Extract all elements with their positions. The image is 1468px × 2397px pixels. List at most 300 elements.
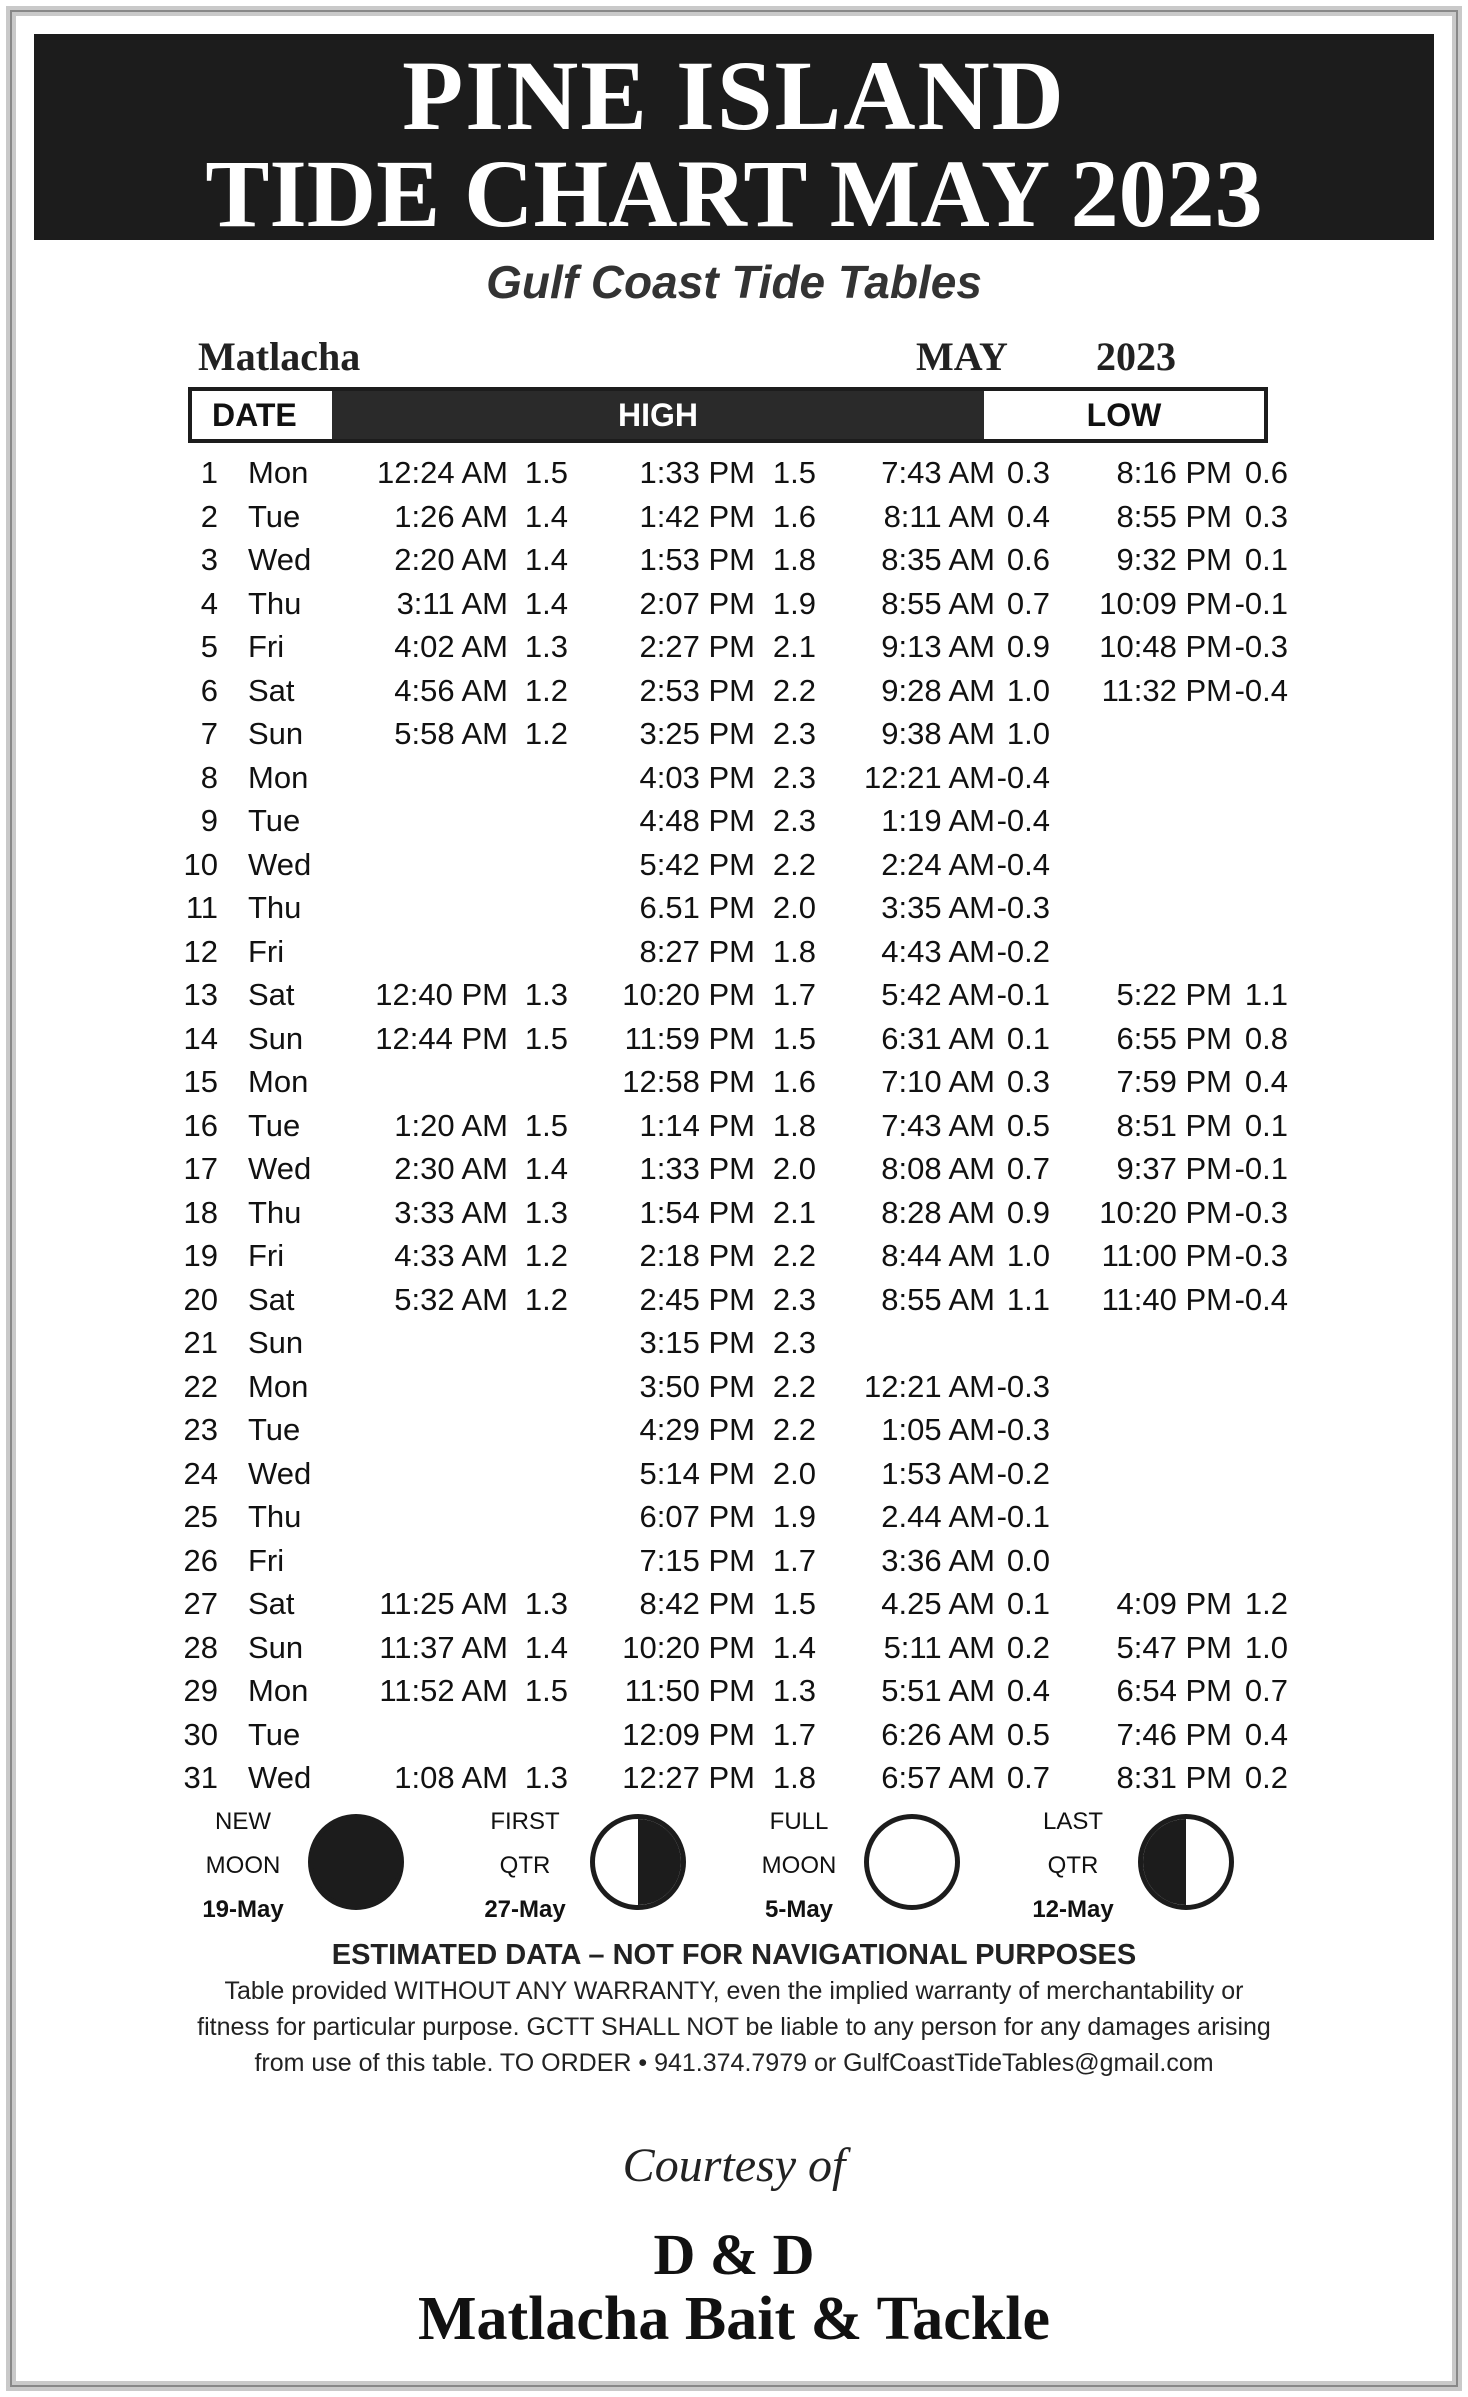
low-tide-1-time: 8:55 AM: [881, 1281, 995, 1317]
high-tide-2-height: 1.7: [772, 1716, 816, 1752]
day-number: 25: [183, 1499, 218, 1534]
table-row: [183, 1104, 1288, 1148]
high-tide-2-time: 2:18 PM: [639, 1238, 755, 1273]
day-of-week: Sun: [248, 716, 304, 751]
moon-label-line-1: FULL: [769, 1808, 829, 1835]
low-tide-1-height: 0.7: [1006, 1151, 1050, 1186]
high-tide-2-time: 6:07 PM: [639, 1499, 755, 1534]
high-tide-2-time: 2:53 PM: [639, 672, 755, 708]
table-row: [183, 1234, 1288, 1278]
day-number: 16: [183, 1107, 218, 1143]
day-of-week: Tue: [248, 498, 301, 534]
low-tide-2-time: 10:48 PM: [1099, 629, 1232, 664]
low-tide-2-time: 7:59 PM: [1116, 1064, 1232, 1099]
high-tide-2-height: 2.0: [772, 1455, 816, 1491]
high-tide-1-time: 4:33 AM: [394, 1238, 508, 1273]
low-tide-2-time: 4:09 PM: [1116, 1586, 1232, 1621]
moon-phase-label: [470, 1800, 580, 1932]
high-tide-2-height: 1.9: [772, 585, 816, 621]
moon-phase-date: 5-May: [764, 1896, 834, 1923]
high-tide-1-height: 1.3: [524, 1194, 568, 1230]
low-tide-2-time: 6:55 PM: [1116, 1020, 1232, 1056]
day-number: 17: [183, 1151, 218, 1186]
low-tide-1-height: 0.4: [1006, 498, 1050, 534]
day-of-week: Sat: [248, 1281, 295, 1317]
high-tide-2-time: 12:27 PM: [622, 1760, 755, 1795]
high-tide-2-time: 10:20 PM: [622, 1629, 755, 1665]
subtitle: Gulf Coast Tide Tables: [486, 256, 982, 308]
high-tide-1-height: 1.5: [524, 1107, 568, 1143]
low-tide-1-time: 8:55 AM: [881, 585, 995, 621]
high-tide-2-time: 1:53 PM: [639, 542, 755, 577]
low-tide-1-time: 1:19 AM: [881, 803, 995, 838]
table-row: [183, 843, 1278, 887]
high-tide-2-time: 6.51 PM: [639, 890, 755, 925]
low-tide-1-height: 0.9: [1006, 1194, 1050, 1230]
moon-new-icon: [308, 1814, 404, 1910]
day-of-week: Fri: [248, 933, 285, 969]
high-tide-1-height: 1.2: [524, 716, 568, 751]
high-tide-2-time: 2:27 PM: [639, 629, 755, 664]
low-tide-2-time: 10:20 PM: [1099, 1194, 1232, 1230]
day-number: 9: [200, 803, 218, 838]
low-tide-2-height: 0.1: [1244, 542, 1288, 577]
low-tide-1-height: -0.3: [996, 890, 1050, 925]
day-number: 19: [183, 1238, 218, 1273]
low-tide-1-time: 6:26 AM: [881, 1716, 995, 1752]
high-tide-1-time: 4:56 AM: [394, 672, 508, 708]
moon-first-icon: [590, 1814, 686, 1910]
moon-phases: [188, 1800, 1278, 1930]
low-tide-1-height: -0.4: [996, 846, 1050, 882]
table-header: [188, 387, 1268, 443]
day-of-week: Sun: [248, 1325, 304, 1360]
high-tide-2-height: 1.8: [772, 1107, 816, 1143]
low-tide-2-height: -0.4: [1234, 672, 1288, 708]
moon-label-line-2: MOON: [205, 1852, 281, 1879]
high-tide-2-height: 2.2: [772, 1238, 816, 1273]
tide-table: [183, 451, 1288, 1800]
low-tide-1-height: -0.1: [996, 977, 1050, 1012]
high-tide-1-height: 1.5: [524, 455, 568, 490]
day-of-week: Mon: [248, 1064, 309, 1099]
high-tide-2-time: 4:03 PM: [639, 759, 755, 795]
low-tide-1-time: 6:57 AM: [881, 1760, 995, 1795]
high-tide-2-height: 1.8: [772, 933, 816, 969]
high-tide-1-time: 2:20 AM: [394, 542, 508, 577]
high-tide-2-time: 3:50 PM: [639, 1368, 755, 1404]
low-tide-1-time: 4:43 AM: [881, 933, 995, 969]
high-tide-1-height: 1.4: [524, 1151, 568, 1186]
day-of-week: Mon: [248, 1368, 309, 1404]
low-tide-2-height: -0.4: [1234, 1281, 1288, 1317]
high-tide-2-height: 2.0: [772, 1151, 816, 1186]
low-tide-1-time: 5:42 AM: [881, 977, 995, 1012]
low-tide-1-time: 8:44 AM: [881, 1238, 995, 1273]
table-row: [183, 930, 1278, 974]
high-tide-2-height: 1.5: [772, 1586, 816, 1621]
low-tide-1-height: 0.1: [1006, 1586, 1050, 1621]
high-tide-1-time: 1:08 AM: [394, 1760, 508, 1795]
low-tide-1-time: 8:28 AM: [881, 1194, 995, 1230]
high-tide-1-time: 3:33 AM: [394, 1194, 508, 1230]
high-tide-2-height: 1.7: [772, 1542, 816, 1578]
high-tide-1-time: 2:30 AM: [394, 1151, 508, 1186]
table-row: [183, 1452, 1278, 1496]
low-tide-1-height: 0.7: [1006, 585, 1050, 621]
low-tide-1-time: 2.44 AM: [881, 1499, 995, 1534]
day-of-week: Wed: [248, 1455, 312, 1491]
low-tide-1-height: 1.0: [1006, 672, 1050, 708]
table-row: [188, 712, 1278, 756]
low-tide-1-height: 0.1: [1006, 1020, 1050, 1056]
high-tide-2-height: 2.3: [772, 759, 816, 795]
low-tide-1-time: 6:31 AM: [881, 1020, 995, 1056]
day-number: 18: [183, 1194, 218, 1230]
high-tide-2-height: 1.6: [772, 1064, 816, 1099]
high-tide-2-height: 1.6: [772, 498, 816, 534]
high-tide-2-height: 1.7: [772, 977, 816, 1012]
high-tide-2-time: 10:20 PM: [622, 977, 755, 1012]
day-of-week: Tue: [248, 1107, 301, 1143]
day-number: 31: [183, 1760, 218, 1795]
high-tide-2-time: 1:14 PM: [639, 1107, 755, 1143]
day-of-week: Thu: [248, 585, 302, 621]
high-tide-2-time: 1:33 PM: [639, 455, 755, 490]
low-tide-1-height: -0.3: [996, 1412, 1050, 1447]
high-column-header: HIGH: [332, 391, 984, 439]
disclaimer-line: fitness for particular purpose. GCTT SHALL NOT be liable to any person for any damages arising: [197, 2013, 1271, 2041]
low-tide-1-height: 0.3: [1006, 455, 1050, 490]
high-tide-2-time: 1:33 PM: [639, 1151, 755, 1186]
table-row: [183, 1669, 1288, 1713]
day-of-week: Fri: [248, 1542, 285, 1578]
day-number: 28: [183, 1629, 218, 1665]
low-tide-1-time: 4.25 AM: [881, 1586, 995, 1621]
high-tide-1-time: 1:20 AM: [394, 1107, 508, 1143]
low-tide-1-time: 3:35 AM: [881, 890, 995, 925]
table-row: [183, 1539, 1278, 1583]
high-tide-2-height: 2.1: [772, 629, 816, 664]
day-number: 27: [183, 1586, 218, 1621]
year-label: 2023: [1096, 334, 1176, 379]
table-row: [188, 538, 1288, 582]
low-tide-1-height: -0.1: [996, 1499, 1050, 1534]
low-tide-2-time: 8:51 PM: [1116, 1107, 1232, 1143]
low-tide-1-time: 3:36 AM: [881, 1542, 995, 1578]
high-tide-2-height: 2.3: [772, 1325, 816, 1360]
low-tide-1-time: 8:11 AM: [883, 498, 995, 534]
moon-full-icon: [864, 1814, 960, 1910]
low-tide-2-height: 1.2: [1244, 1586, 1288, 1621]
moon-label-line-1: NEW: [215, 1808, 271, 1835]
day-number: 21: [183, 1325, 218, 1360]
courtesy-label: Courtesy of: [622, 2139, 846, 2192]
low-tide-1-height: -0.3: [996, 1368, 1050, 1404]
high-tide-2-time: 1:54 PM: [639, 1194, 755, 1230]
low-tide-2-height: 0.1: [1244, 1107, 1288, 1143]
high-tide-2-height: 2.3: [772, 716, 816, 751]
low-tide-1-time: 8:35 AM: [881, 542, 995, 577]
high-tide-2-height: 2.2: [772, 1412, 816, 1447]
day-number: 13: [183, 977, 218, 1012]
disclaimer-heading: ESTIMATED DATA – NOT FOR NAVIGATIONAL PURPOSES: [331, 1939, 1137, 1971]
high-tide-1-time: 3:11 AM: [396, 585, 508, 621]
low-tide-1-height: -0.2: [996, 1455, 1050, 1491]
low-tide-2-time: 10:09 PM: [1099, 585, 1232, 621]
low-tide-2-height: 0.4: [1244, 1716, 1288, 1752]
low-tide-2-time: 9:32 PM: [1116, 542, 1232, 577]
day-of-week: Wed: [248, 846, 312, 882]
low-tide-2-height: 0.4: [1244, 1064, 1288, 1099]
day-of-week: Thu: [248, 890, 302, 925]
low-tide-2-height: -0.3: [1234, 629, 1288, 664]
low-tide-2-height: 1.0: [1244, 1629, 1288, 1665]
low-tide-1-time: 1:05 AM: [881, 1412, 995, 1447]
high-tide-2-time: 2:07 PM: [639, 585, 755, 621]
low-tide-1-height: 0.5: [1006, 1107, 1050, 1143]
high-tide-2-time: 3:15 PM: [639, 1325, 755, 1360]
day-number: 15: [183, 1064, 218, 1099]
low-tide-1-height: 0.0: [1006, 1542, 1050, 1578]
day-number: 23: [183, 1412, 218, 1447]
low-tide-2-time: 11:32 PM: [1101, 672, 1232, 708]
low-tide-1-time: 2:24 AM: [881, 846, 995, 882]
high-tide-2-height: 2.2: [772, 846, 816, 882]
day-of-week: Thu: [248, 1194, 302, 1230]
day-number: 10: [183, 846, 218, 882]
table-row: [183, 1321, 1278, 1365]
moon-last-icon: [1138, 1814, 1234, 1910]
low-tide-1-time: 12:21 AM: [864, 1368, 995, 1404]
day-of-week: Mon: [248, 1673, 309, 1708]
day-of-week: Sun: [248, 1629, 304, 1665]
high-tide-1-height: 1.2: [524, 1281, 568, 1317]
low-tide-2-height: 0.8: [1244, 1020, 1288, 1056]
day-of-week: Fri: [248, 1238, 285, 1273]
day-number: 22: [183, 1368, 218, 1404]
high-tide-2-height: 1.4: [772, 1629, 816, 1665]
low-tide-1-time: 12:21 AM: [864, 759, 995, 795]
high-tide-2-height: 2.3: [772, 1281, 816, 1317]
table-row: [185, 886, 1278, 930]
high-tide-1-time: 1:26 AM: [394, 498, 508, 534]
low-tide-1-time: 7:43 AM: [881, 1107, 995, 1143]
high-tide-2-height: 2.0: [772, 890, 816, 925]
low-tide-2-height: -0.1: [1234, 585, 1288, 621]
day-number: 30: [183, 1716, 218, 1752]
day-of-week: Sat: [248, 977, 295, 1012]
high-tide-1-time: 11:37 AM: [379, 1629, 508, 1665]
low-tide-2-height: 0.2: [1244, 1760, 1288, 1795]
day-of-week: Tue: [248, 803, 301, 838]
day-of-week: Mon: [248, 759, 309, 795]
moon-label-line-1: LAST: [1042, 1808, 1104, 1835]
day-number: 29: [183, 1673, 218, 1708]
high-tide-2-time: 2:45 PM: [639, 1281, 755, 1317]
table-row: [183, 973, 1288, 1017]
day-number: 14: [183, 1020, 218, 1056]
table-row: [188, 451, 1288, 495]
title-line-1: PINE ISLAND: [402, 40, 1066, 151]
low-tide-1-height: 0.2: [1006, 1629, 1050, 1665]
high-tide-2-time: 5:14 PM: [639, 1455, 755, 1491]
high-tide-1-height: 1.5: [524, 1020, 568, 1056]
day-number: 24: [183, 1455, 218, 1491]
day-of-week: Wed: [248, 542, 312, 577]
table-row: [188, 495, 1288, 539]
low-tide-1-height: 0.5: [1006, 1716, 1050, 1752]
high-tide-1-height: 1.3: [524, 977, 568, 1012]
low-tide-2-time: 7:46 PM: [1116, 1716, 1232, 1752]
moon-phase-date: 19-May: [202, 1896, 284, 1923]
sponsor: [0, 2224, 1468, 2352]
high-tide-2-height: 2.3: [772, 803, 816, 838]
low-tide-1-time: 7:10 AM: [881, 1064, 995, 1099]
date-column-header: DATE: [192, 391, 332, 439]
low-tide-1-time: 1:53 AM: [881, 1455, 995, 1491]
table-row: [183, 1017, 1288, 1061]
low-tide-1-time: 5:51 AM: [881, 1673, 995, 1708]
title-banner: [34, 34, 1434, 247]
high-tide-2-time: 12:58 PM: [622, 1064, 755, 1099]
high-tide-2-time: 8:27 PM: [639, 933, 755, 969]
low-tide-2-time: 5:22 PM: [1116, 977, 1232, 1012]
disclaimer-line: from use of this table. TO ORDER • 941.374.7979 or GulfCoastTideTables@gmail.com: [254, 2049, 1214, 2077]
disclaimer: [0, 1937, 1468, 2081]
moon-phase-label: [744, 1800, 854, 1932]
low-tide-1-height: -0.4: [996, 803, 1050, 838]
low-tide-2-height: -0.3: [1234, 1194, 1288, 1230]
high-tide-1-time: 5:32 AM: [394, 1281, 508, 1317]
high-tide-1-height: 1.2: [524, 1238, 568, 1273]
low-tide-2-time: 8:16 PM: [1116, 455, 1232, 490]
moon-phase-full: [744, 1800, 1014, 1930]
high-tide-2-time: 12:09 PM: [622, 1716, 755, 1752]
high-tide-1-time: 11:52 AM: [379, 1673, 508, 1708]
low-tide-1-time: 5:11 AM: [883, 1629, 995, 1665]
high-tide-1-time: 11:25 AM: [379, 1586, 508, 1621]
table-row: [188, 799, 1278, 843]
high-tide-1-height: 1.4: [524, 585, 568, 621]
day-number: 4: [200, 585, 218, 621]
table-row: [183, 1582, 1288, 1626]
moon-label-line-2: QTR: [499, 1852, 551, 1879]
sponsor-line-2: Matlacha Bait & Tackle: [417, 2285, 1051, 2353]
low-column-header: LOW: [1086, 397, 1162, 433]
low-tide-1-height: -0.4: [996, 759, 1050, 795]
table-row: [188, 582, 1288, 626]
low-tide-1-height: -0.2: [996, 933, 1050, 969]
day-number: 26: [183, 1542, 218, 1578]
low-tide-2-height: 0.3: [1244, 498, 1288, 534]
moon-phase-date: 27-May: [484, 1896, 566, 1923]
table-row: [183, 1191, 1288, 1235]
low-tide-2-time: 9:37 PM: [1116, 1151, 1232, 1186]
low-tide-1-time: 8:08 AM: [881, 1151, 995, 1186]
day-of-week: Wed: [248, 1151, 312, 1186]
day-number: 12: [183, 933, 218, 969]
high-tide-2-time: 4:48 PM: [639, 803, 755, 838]
high-tide-1-height: 1.5: [524, 1673, 568, 1708]
low-tide-2-height: -0.1: [1234, 1151, 1288, 1186]
moon-label-line-1: FIRST: [490, 1808, 560, 1835]
low-tide-2-time: 6:54 PM: [1116, 1673, 1232, 1708]
high-tide-2-height: 1.8: [772, 542, 816, 577]
table-row: [183, 1408, 1278, 1452]
table-row: [183, 1278, 1288, 1322]
day-of-week: Thu: [248, 1499, 302, 1534]
table-row: [183, 1060, 1288, 1104]
table-row: [183, 1495, 1278, 1539]
moon-phase-new: [188, 1800, 458, 1930]
high-tide-2-height: 1.8: [772, 1760, 816, 1795]
moon-phase-date: 12-May: [1032, 1896, 1114, 1923]
low-tide-2-time: 8:31 PM: [1116, 1760, 1232, 1795]
low-tide-1-height: 1.0: [1006, 1238, 1050, 1273]
low-tide-1-time: 7:43 AM: [881, 455, 995, 490]
table-row: [183, 1713, 1288, 1757]
high-tide-1-height: 1.2: [524, 672, 568, 708]
low-tide-1-height: 1.0: [1006, 716, 1050, 751]
day-number: 20: [183, 1281, 218, 1317]
low-tide-2-height: 1.1: [1244, 977, 1288, 1012]
high-tide-2-time: 8:42 PM: [639, 1586, 755, 1621]
disclaimer-line: Table provided WITHOUT ANY WARRANTY, even the implied warranty of merchantability or: [224, 1977, 1244, 2005]
table-row: [188, 756, 1278, 800]
high-tide-1-height: 1.3: [524, 629, 568, 664]
moon-phase-label: [1018, 1800, 1128, 1932]
day-number: 8: [200, 759, 218, 795]
day-number: 2: [200, 498, 218, 534]
high-tide-2-height: 1.9: [772, 1499, 816, 1534]
moon-phase-first: [470, 1800, 740, 1930]
high-tide-1-time: 4:02 AM: [394, 629, 508, 664]
day-number: 1: [200, 455, 218, 490]
high-tide-1-time: 12:44 PM: [375, 1020, 508, 1056]
day-of-week: Sun: [248, 1020, 304, 1056]
table-row: [188, 669, 1288, 713]
location-line: [198, 333, 1198, 383]
low-tide-2-time: 5:47 PM: [1116, 1629, 1232, 1665]
low-tide-1-time: 9:28 AM: [881, 672, 995, 708]
day-of-week: Tue: [248, 1412, 301, 1447]
high-tide-1-time: 5:58 AM: [394, 716, 508, 751]
day-number: 3: [200, 542, 218, 577]
high-tide-2-height: 2.2: [772, 1368, 816, 1404]
day-number: 5: [200, 629, 218, 664]
low-tide-2-time: 11:00 PM: [1101, 1238, 1232, 1273]
high-tide-2-time: 5:42 PM: [639, 846, 755, 882]
table-row: [183, 1626, 1288, 1670]
high-tide-2-height: 2.2: [772, 672, 816, 708]
table-row: [183, 1365, 1278, 1409]
high-tide-1-height: 1.4: [524, 542, 568, 577]
day-number: 11: [185, 890, 218, 925]
high-tide-2-height: 1.5: [772, 455, 816, 490]
low-tide-1-height: 0.7: [1006, 1760, 1050, 1795]
day-of-week: Mon: [248, 455, 309, 490]
location-name: Matlacha: [198, 334, 361, 379]
high-tide-1-height: 1.4: [524, 498, 568, 534]
high-tide-1-height: 1.3: [524, 1586, 568, 1621]
table-row: [188, 625, 1288, 669]
low-tide-1-time: 9:38 AM: [881, 716, 995, 751]
day-of-week: Tue: [248, 1716, 301, 1752]
table-row: [183, 1756, 1288, 1800]
low-tide-1-height: 0.3: [1006, 1064, 1050, 1099]
month-label: MAY: [916, 334, 1008, 379]
